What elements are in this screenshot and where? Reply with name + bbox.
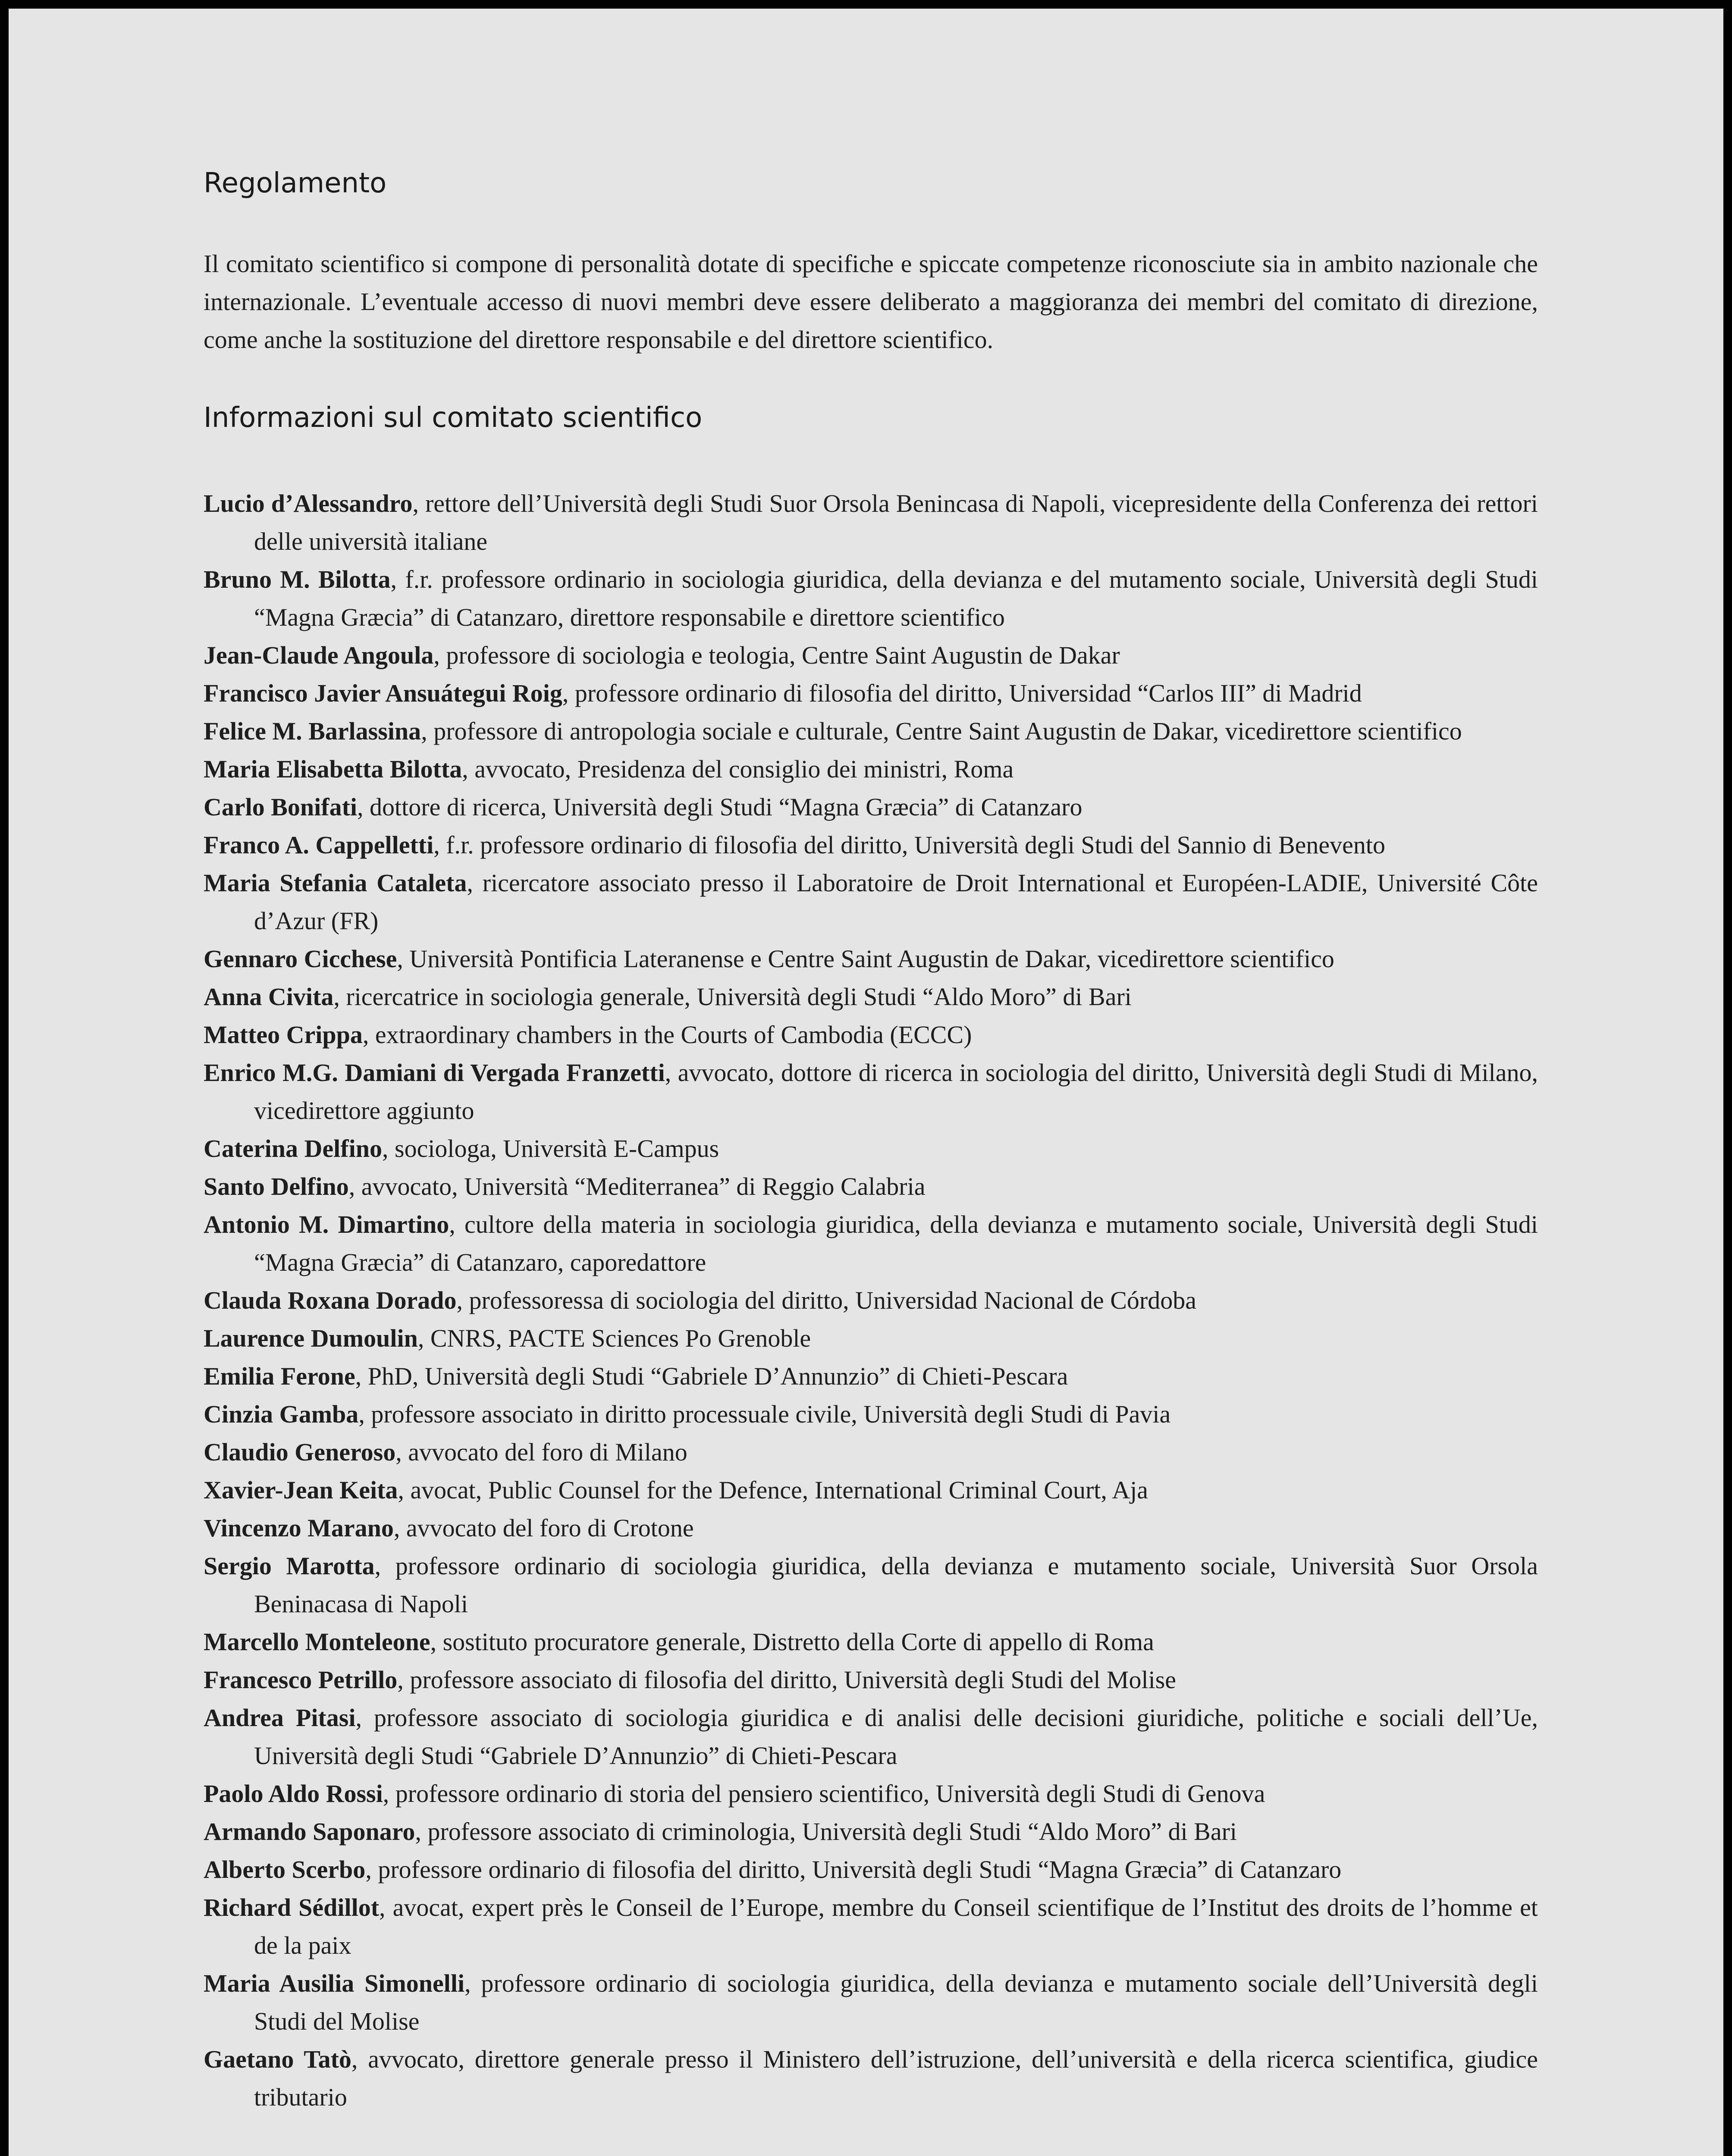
member-affiliation: , professore ordinario di filosofia del diritto, Università degli Studi “Magna Græcia” di Catanzaro [365,1855,1342,1883]
committee-member-entry [204,561,1538,636]
member-name: Sergio Marotta [204,1552,375,1580]
member-name: Lucio d’Alessandro [204,489,413,517]
committee-member-entry [204,1357,1538,1395]
member-name: Clauda Roxana Dorado [204,1286,457,1314]
member-name: Vincenzo Marano [204,1514,394,1542]
committee-member-entry [204,788,1538,826]
member-name: Alberto Scerbo [204,1855,366,1883]
member-affiliation: , avvocato, dottore di ricerca in sociologia del diritto, Università degli Studi di Milano, vicedirettore aggiunto [254,1059,1538,1125]
committee-member-entry [204,1965,1538,2040]
member-affiliation: , rettore dell’Università degli Studi Suor Orsola Benincasa di Napoli, vicepresidente della Conferenza dei rettori delle università italiane [254,489,1538,555]
committee-member-entry [204,978,1538,1016]
committee-member-entry [204,1813,1538,1851]
committee-member-entry [204,636,1538,674]
member-name: Marcello Monteleone [204,1628,430,1656]
member-name: Matteo Crippa [204,1021,363,1049]
member-affiliation: , professore associato di filosofia del diritto, Università degli Studi del Molise [397,1666,1177,1694]
member-affiliation: , professore associato in diritto processuale civile, Università degli Studi di Pavia [358,1400,1171,1428]
member-name: Jean-Claude Angoula [204,641,434,669]
member-affiliation: , professore associato di criminologia, Università degli Studi “Aldo Moro” di Bari [415,1818,1237,1846]
committee-member-entry [204,1319,1538,1357]
member-affiliation: , CNRS, PACTE Sciences Po Grenoble [417,1324,811,1352]
member-name: Felice M. Barlassina [204,717,421,745]
member-name: Enrico M.G. Damiani di Vergada Franzetti [204,1059,665,1087]
member-affiliation: , professore di sociologia e teologia, Centre Saint Augustin de Dakar [433,641,1120,669]
document-page [9,9,1723,2156]
regolamento-paragraph: Il comitato scientifico si compone di personalità dotate di specifiche e spiccate competenze riconosciute sia in ambito nazionale che internazionale. L’eventuale accesso di nuovi membri deve essere deliberato a maggioranza dei membri del comitato di direzione, come anche la sostituzione del direttore responsabile e del direttore scientifico. [204,250,1538,354]
committee-member-entry [204,1851,1538,1889]
member-name: Cinzia Gamba [204,1400,359,1428]
committee-member-entry [204,864,1538,940]
member-affiliation: , ricercatore associato presso il Laboratoire de Droit International et Européen-LADIE, Université Côte d’Azur (FR) [254,869,1538,935]
member-name: Gaetano Tatò [204,2045,351,2073]
member-name: Bruno M. Bilotta [204,565,391,593]
member-affiliation: , professoressa di sociologia del diritto, Universidad Nacional de Córdoba [456,1286,1196,1314]
committee-member-entry [204,1775,1538,1813]
committee-member-entry [204,1623,1538,1661]
committee-member-list [204,485,1538,2116]
member-affiliation: , PhD, Università degli Studi “Gabriele D’Annunzio” di Chieti-Pescara [355,1362,1068,1390]
member-name: Claudio Generoso [204,1438,396,1466]
member-name: Paolo Aldo Rossi [204,1780,383,1808]
member-affiliation: , sociologa, Università E-Campus [382,1134,719,1163]
committee-member-entry [204,2040,1538,2116]
member-affiliation: , avvocato, Università “Mediterranea” di Reggio Calabria [348,1172,926,1200]
member-affiliation: , avocat, Public Counsel for the Defence, International Criminal Court, Aja [398,1476,1148,1504]
committee-member-entry [204,1282,1538,1319]
member-affiliation: , extraordinary chambers in the Courts of Cambodia (ECCC) [362,1021,972,1049]
committee-member-entry [204,1433,1538,1471]
member-affiliation: , professore ordinario di sociologia giuridica, della devianza e mutamento sociale dell’Università degli Studi del Molise [254,1969,1538,2035]
section-heading-regolamento: Regolamento [204,167,387,199]
committee-member-entry [204,1168,1538,1206]
member-name: Santo Delfino [204,1172,349,1200]
member-name: Maria Ausilia Simonelli [204,1969,465,1997]
member-name: Emilia Ferone [204,1362,355,1390]
member-affiliation: , professore di antropologia sociale e culturale, Centre Saint Augustin de Dakar, vicedirettore scientifico [421,717,1462,745]
committee-member-entry [204,485,1538,561]
member-affiliation: , dottore di ricerca, Università degli Studi “Magna Græcia” di Catanzaro [357,793,1082,821]
member-name: Caterina Delfino [204,1134,382,1163]
committee-member-entry [204,1547,1538,1623]
member-affiliation: , professore associato di sociologia giuridica e di analisi delle decisioni giuridiche, politiche e sociali dell’Ue, Università degli Studi “Gabriele D’Annunzio” di Chieti-Pescara [254,1704,1538,1770]
member-affiliation: , cultore della materia in sociologia giuridica, della devianza e mutamento sociale, Università degli Studi “Magna Græcia” di Catanzaro, caporedattore [254,1210,1538,1276]
member-affiliation: , professore ordinario di sociologia giuridica, della devianza e mutamento sociale, Università Suor Orsola Beninacasa di Napoli [254,1552,1538,1618]
member-affiliation: , avvocato del foro di Milano [395,1438,687,1466]
committee-member-entry [204,1130,1538,1168]
member-affiliation: , f.r. professore ordinario in sociologia giuridica, della devianza e del mutamento sociale, Università degli Studi “Magna Græcia” di Catanzaro, direttore responsabile e direttore scientifico [254,565,1538,631]
committee-member-entry [204,1509,1538,1547]
committee-member-entry [204,1395,1538,1433]
committee-member-entry [204,1054,1538,1130]
member-name: Anna Civita [204,983,334,1011]
committee-member-entry [204,712,1538,750]
member-affiliation: , avvocato del foro di Crotone [393,1514,694,1542]
committee-member-entry [204,750,1538,788]
member-name: Gennaro Cicchese [204,945,397,973]
member-affiliation: , avvocato, Presidenza del consiglio dei ministri, Roma [462,755,1014,783]
member-name: Carlo Bonifati [204,793,358,821]
member-name: Andrea Pitasi [204,1704,356,1732]
member-name: Richard Sédillot [204,1893,380,1921]
committee-member-entry [204,1889,1538,1965]
member-affiliation: , avocat, expert près le Conseil de l’Europe, membre du Conseil scientifique de l’Institut des droits de l’homme et de la paix [254,1893,1538,1959]
member-affiliation: , professore ordinario di filosofia del diritto, Universidad “Carlos III” di Madrid [562,679,1362,707]
member-affiliation: , avvocato, direttore generale presso il Ministero dell’istruzione, dell’università e della ricerca scientifica, giudice tributario [254,2045,1538,2111]
committee-member-entry [204,940,1538,978]
member-name: Francisco Javier Ansuátegui Roig [204,679,562,707]
committee-member-entry [204,1699,1538,1775]
member-affiliation: , professore ordinario di storia del pensiero scientifico, Università degli Studi di Genova [383,1780,1265,1808]
member-name: Francesco Petrillo [204,1666,398,1694]
committee-member-entry [204,1206,1538,1282]
page-content [204,164,1538,2116]
member-name: Antonio M. Dimartino [204,1210,449,1238]
member-name: Armando Saponaro [204,1818,415,1846]
member-affiliation: , ricercatrice in sociologia generale, Università degli Studi “Aldo Moro” di Bari [333,983,1132,1011]
member-name: Maria Elisabetta Bilotta [204,755,462,783]
member-affiliation: , sostituto procuratore generale, Distretto della Corte di appello di Roma [430,1628,1154,1656]
member-name: Laurence Dumoulin [204,1324,418,1352]
committee-member-entry [204,1661,1538,1699]
member-affiliation: , Università Pontificia Lateranense e Centre Saint Augustin de Dakar, vicedirettore scientifico [397,945,1334,973]
section-heading-committee: Informazioni sul comitato scientifico [204,402,703,434]
committee-member-entry [204,674,1538,712]
member-name: Xavier-Jean Keita [204,1476,398,1504]
member-name: Maria Stefania Cataleta [204,869,467,897]
committee-member-entry [204,1471,1538,1509]
committee-member-entry [204,826,1538,864]
committee-member-entry [204,1016,1538,1054]
member-name: Franco A. Cappelletti [204,831,434,859]
member-affiliation: , f.r. professore ordinario di filosofia del diritto, Università degli Studi del Sannio di Benevento [433,831,1386,859]
